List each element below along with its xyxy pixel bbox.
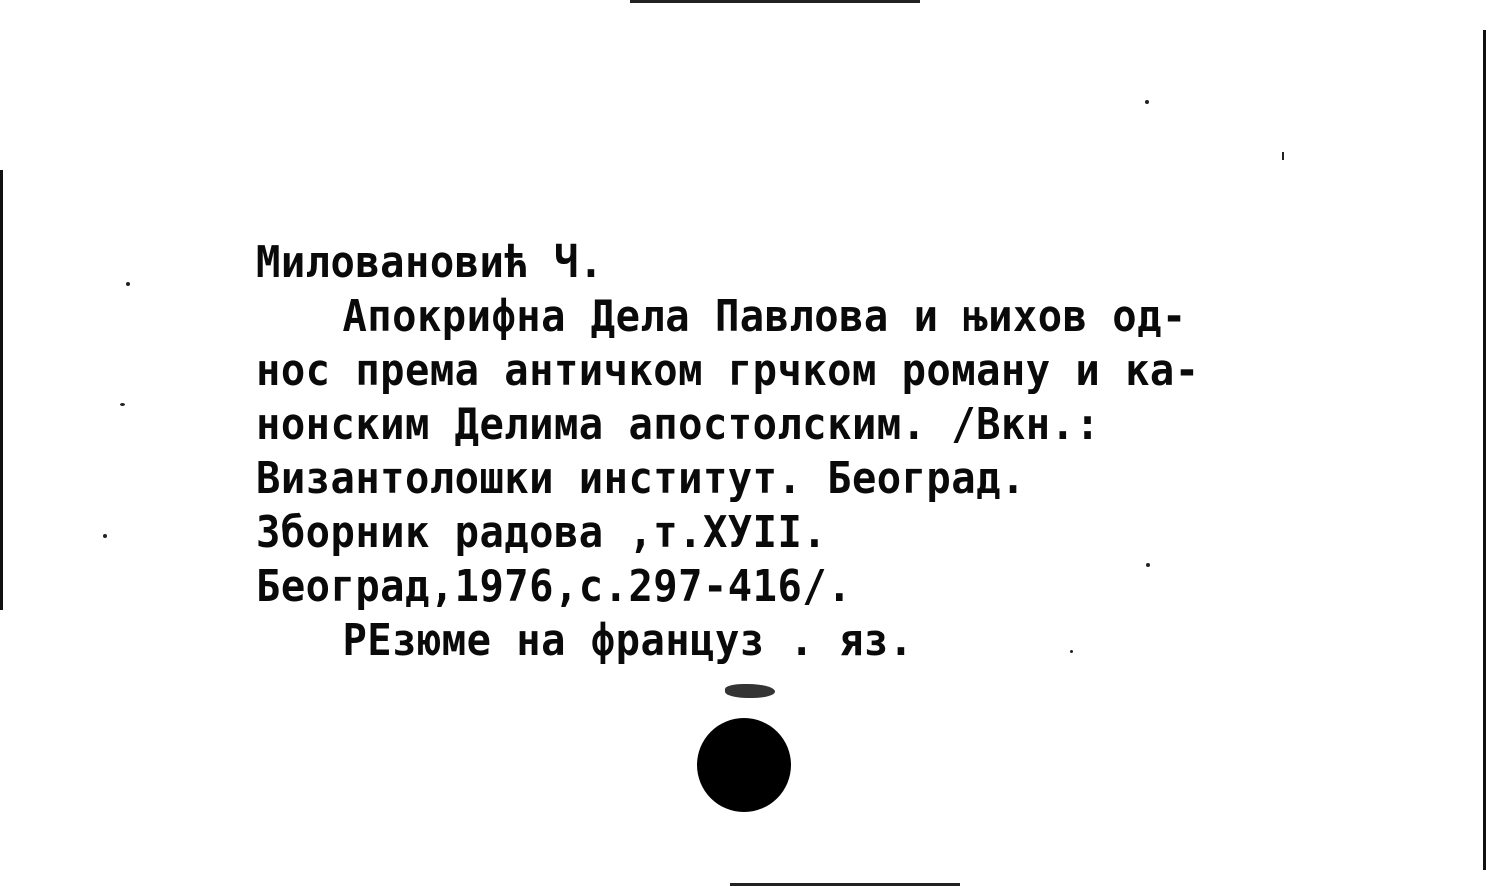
source-line-2: Зборник радова ,т.ХУII. <box>256 507 828 558</box>
title-line-2: нос према античком грчком роману и ка- <box>256 345 1200 396</box>
bibliographic-entry <box>256 236 1360 668</box>
summary-note: РЕзюме на француз . яз. <box>342 615 914 666</box>
card-top-edge <box>630 0 920 3</box>
dust-speck <box>126 282 130 286</box>
card-left-edge <box>0 170 3 610</box>
dust-speck <box>120 403 125 406</box>
dust-speck <box>1145 100 1149 104</box>
card-right-edge <box>1483 30 1486 870</box>
dust-speck <box>103 534 107 538</box>
source-line-3: Београд,1976,с.297-416/. <box>256 561 852 612</box>
punch-smudge <box>725 684 775 698</box>
punch-hole <box>697 718 791 812</box>
author-line: Миловановић Ч. <box>256 237 604 288</box>
title-line-1: Апокрифна Дела Павлова и њихов од- <box>342 291 1187 342</box>
source-line-1: Византолошки институт. Београд. <box>256 453 1026 504</box>
dust-speck <box>1282 152 1284 160</box>
title-line-3: нонским Делима апостолским. /Вкн.: <box>256 399 1101 450</box>
